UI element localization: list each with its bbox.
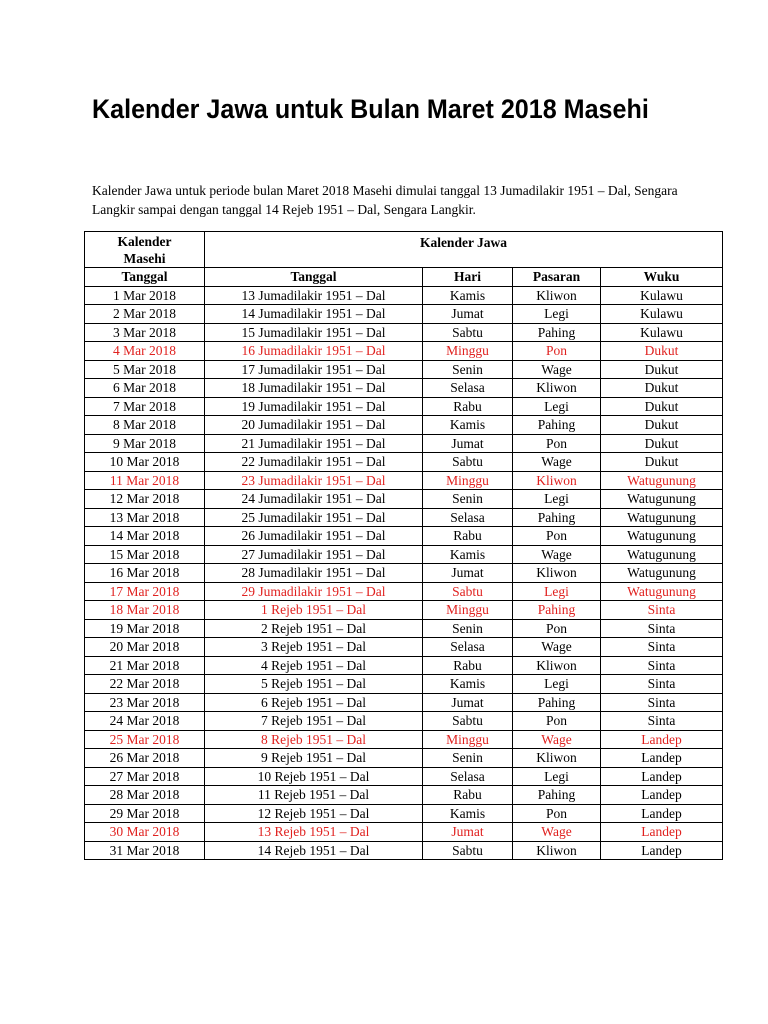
cell-tanggal-masehi: 5 Mar 2018 bbox=[85, 360, 205, 379]
cell-wuku: Watugunung bbox=[601, 527, 723, 546]
table-row bbox=[85, 804, 723, 823]
cell-hari: Selasa bbox=[423, 508, 513, 527]
cell-tanggal-jawa: 18 Jumadilakir 1951 – Dal bbox=[205, 379, 423, 398]
cell-tanggal-masehi: 17 Mar 2018 bbox=[85, 582, 205, 601]
cell-hari: Sabtu bbox=[423, 582, 513, 601]
cell-tanggal-jawa: 23 Jumadilakir 1951 – Dal bbox=[205, 471, 423, 490]
cell-wuku: Landep bbox=[601, 767, 723, 786]
table-header bbox=[85, 232, 723, 287]
cell-wuku: Sinta bbox=[601, 675, 723, 694]
table-row bbox=[85, 508, 723, 527]
cell-wuku: Kulawu bbox=[601, 305, 723, 324]
cell-tanggal-jawa: 5 Rejeb 1951 – Dal bbox=[205, 675, 423, 694]
cell-tanggal-jawa: 26 Jumadilakir 1951 – Dal bbox=[205, 527, 423, 546]
cell-tanggal-masehi: 14 Mar 2018 bbox=[85, 527, 205, 546]
cell-tanggal-masehi: 29 Mar 2018 bbox=[85, 804, 205, 823]
cell-pasaran: Pahing bbox=[513, 601, 601, 620]
cell-wuku: Kulawu bbox=[601, 286, 723, 305]
cell-hari: Jumat bbox=[423, 434, 513, 453]
cell-wuku: Landep bbox=[601, 749, 723, 768]
cell-wuku: Dukut bbox=[601, 453, 723, 472]
cell-tanggal-jawa: 11 Rejeb 1951 – Dal bbox=[205, 786, 423, 805]
table-row bbox=[85, 490, 723, 509]
cell-hari: Kamis bbox=[423, 416, 513, 435]
cell-pasaran: Pahing bbox=[513, 416, 601, 435]
cell-wuku: Watugunung bbox=[601, 545, 723, 564]
cell-pasaran: Kliwon bbox=[513, 286, 601, 305]
cell-pasaran: Pon bbox=[513, 619, 601, 638]
cell-tanggal-masehi: 19 Mar 2018 bbox=[85, 619, 205, 638]
cell-wuku: Landep bbox=[601, 730, 723, 749]
cell-tanggal-jawa: 9 Rejeb 1951 – Dal bbox=[205, 749, 423, 768]
cell-pasaran: Wage bbox=[513, 453, 601, 472]
cell-pasaran: Legi bbox=[513, 767, 601, 786]
cell-tanggal-masehi: 20 Mar 2018 bbox=[85, 638, 205, 657]
cell-pasaran: Legi bbox=[513, 582, 601, 601]
cell-wuku: Dukut bbox=[601, 434, 723, 453]
table-row bbox=[85, 582, 723, 601]
cell-tanggal-jawa: 14 Rejeb 1951 – Dal bbox=[205, 841, 423, 860]
cell-tanggal-masehi: 30 Mar 2018 bbox=[85, 823, 205, 842]
cell-wuku: Watugunung bbox=[601, 471, 723, 490]
cell-wuku: Watugunung bbox=[601, 582, 723, 601]
cell-tanggal-masehi: 1 Mar 2018 bbox=[85, 286, 205, 305]
table-row bbox=[85, 767, 723, 786]
cell-tanggal-masehi: 25 Mar 2018 bbox=[85, 730, 205, 749]
table-row bbox=[85, 823, 723, 842]
cell-tanggal-jawa: 27 Jumadilakir 1951 – Dal bbox=[205, 545, 423, 564]
cell-tanggal-masehi: 10 Mar 2018 bbox=[85, 453, 205, 472]
cell-tanggal-jawa: 4 Rejeb 1951 – Dal bbox=[205, 656, 423, 675]
cell-tanggal-jawa: 22 Jumadilakir 1951 – Dal bbox=[205, 453, 423, 472]
cell-tanggal-jawa: 25 Jumadilakir 1951 – Dal bbox=[205, 508, 423, 527]
cell-wuku: Sinta bbox=[601, 712, 723, 731]
cell-tanggal-jawa: 13 Jumadilakir 1951 – Dal bbox=[205, 286, 423, 305]
cell-tanggal-masehi: 27 Mar 2018 bbox=[85, 767, 205, 786]
cell-tanggal-jawa: 7 Rejeb 1951 – Dal bbox=[205, 712, 423, 731]
cell-pasaran: Pon bbox=[513, 527, 601, 546]
cell-hari: Jumat bbox=[423, 564, 513, 583]
table-row bbox=[85, 712, 723, 731]
header-wuku: Wuku bbox=[601, 268, 723, 287]
table-row bbox=[85, 527, 723, 546]
cell-tanggal-masehi: 28 Mar 2018 bbox=[85, 786, 205, 805]
intro-paragraph: Kalender Jawa untuk periode bulan Maret 2018 Masehi dimulai tanggal 13 Jumadilakir 1951 – Dal, Sengara Langkir sampai dengan tanggal 14 Rejeb 1951 – Dal, Sengara Langkir. bbox=[92, 183, 678, 217]
cell-hari: Selasa bbox=[423, 379, 513, 398]
cell-wuku: Landep bbox=[601, 804, 723, 823]
calendar-table bbox=[84, 231, 723, 860]
cell-wuku: Kulawu bbox=[601, 323, 723, 342]
cell-tanggal-jawa: 17 Jumadilakir 1951 – Dal bbox=[205, 360, 423, 379]
cell-tanggal-masehi: 2 Mar 2018 bbox=[85, 305, 205, 324]
cell-pasaran: Kliwon bbox=[513, 749, 601, 768]
header-pasaran: Pasaran bbox=[513, 268, 601, 287]
table-row bbox=[85, 434, 723, 453]
cell-hari: Jumat bbox=[423, 693, 513, 712]
cell-hari: Senin bbox=[423, 490, 513, 509]
cell-hari: Sabtu bbox=[423, 453, 513, 472]
cell-tanggal-masehi: 7 Mar 2018 bbox=[85, 397, 205, 416]
cell-tanggal-jawa: 21 Jumadilakir 1951 – Dal bbox=[205, 434, 423, 453]
cell-pasaran: Kliwon bbox=[513, 471, 601, 490]
cell-pasaran: Pon bbox=[513, 434, 601, 453]
cell-pasaran: Kliwon bbox=[513, 656, 601, 675]
table-row bbox=[85, 564, 723, 583]
table-row bbox=[85, 342, 723, 361]
cell-tanggal-masehi: 6 Mar 2018 bbox=[85, 379, 205, 398]
cell-pasaran: Wage bbox=[513, 638, 601, 657]
cell-pasaran: Pahing bbox=[513, 693, 601, 712]
header-kalender-masehi bbox=[85, 232, 205, 268]
cell-hari: Sabtu bbox=[423, 841, 513, 860]
cell-hari: Senin bbox=[423, 360, 513, 379]
table-row bbox=[85, 379, 723, 398]
table-body bbox=[85, 286, 723, 860]
cell-tanggal-masehi: 15 Mar 2018 bbox=[85, 545, 205, 564]
table-row bbox=[85, 545, 723, 564]
cell-tanggal-jawa: 3 Rejeb 1951 – Dal bbox=[205, 638, 423, 657]
table-row bbox=[85, 749, 723, 768]
table-row bbox=[85, 601, 723, 620]
cell-wuku: Sinta bbox=[601, 619, 723, 638]
cell-hari: Minggu bbox=[423, 471, 513, 490]
table-row bbox=[85, 286, 723, 305]
cell-hari: Minggu bbox=[423, 601, 513, 620]
cell-hari: Kamis bbox=[423, 804, 513, 823]
header-tanggal-masehi: Tanggal bbox=[85, 268, 205, 287]
cell-tanggal-masehi: 22 Mar 2018 bbox=[85, 675, 205, 694]
cell-tanggal-jawa: 28 Jumadilakir 1951 – Dal bbox=[205, 564, 423, 583]
cell-wuku: Watugunung bbox=[601, 508, 723, 527]
cell-wuku: Watugunung bbox=[601, 490, 723, 509]
cell-tanggal-masehi: 3 Mar 2018 bbox=[85, 323, 205, 342]
cell-tanggal-jawa: 13 Rejeb 1951 – Dal bbox=[205, 823, 423, 842]
cell-tanggal-jawa: 20 Jumadilakir 1951 – Dal bbox=[205, 416, 423, 435]
cell-pasaran: Wage bbox=[513, 730, 601, 749]
cell-pasaran: Pahing bbox=[513, 786, 601, 805]
cell-tanggal-masehi: 13 Mar 2018 bbox=[85, 508, 205, 527]
cell-tanggal-masehi: 4 Mar 2018 bbox=[85, 342, 205, 361]
header-tanggal-jawa: Tanggal bbox=[205, 268, 423, 287]
cell-hari: Senin bbox=[423, 749, 513, 768]
cell-hari: Sabtu bbox=[423, 712, 513, 731]
cell-tanggal-masehi: 31 Mar 2018 bbox=[85, 841, 205, 860]
table-row bbox=[85, 638, 723, 657]
cell-hari: Senin bbox=[423, 619, 513, 638]
cell-wuku: Sinta bbox=[601, 638, 723, 657]
cell-tanggal-jawa: 29 Jumadilakir 1951 – Dal bbox=[205, 582, 423, 601]
cell-tanggal-jawa: 10 Rejeb 1951 – Dal bbox=[205, 767, 423, 786]
cell-pasaran: Wage bbox=[513, 823, 601, 842]
cell-hari: Selasa bbox=[423, 638, 513, 657]
cell-wuku: Dukut bbox=[601, 397, 723, 416]
cell-hari: Kamis bbox=[423, 675, 513, 694]
cell-wuku: Sinta bbox=[601, 656, 723, 675]
cell-pasaran: Pahing bbox=[513, 508, 601, 527]
cell-tanggal-jawa: 19 Jumadilakir 1951 – Dal bbox=[205, 397, 423, 416]
cell-wuku: Landep bbox=[601, 786, 723, 805]
cell-hari: Minggu bbox=[423, 730, 513, 749]
cell-wuku: Landep bbox=[601, 841, 723, 860]
cell-hari: Sabtu bbox=[423, 323, 513, 342]
cell-tanggal-jawa: 8 Rejeb 1951 – Dal bbox=[205, 730, 423, 749]
cell-pasaran: Legi bbox=[513, 490, 601, 509]
cell-tanggal-masehi: 26 Mar 2018 bbox=[85, 749, 205, 768]
table-row bbox=[85, 619, 723, 638]
cell-hari: Rabu bbox=[423, 527, 513, 546]
cell-tanggal-masehi: 24 Mar 2018 bbox=[85, 712, 205, 731]
table-row bbox=[85, 305, 723, 324]
cell-tanggal-jawa: 24 Jumadilakir 1951 – Dal bbox=[205, 490, 423, 509]
cell-pasaran: Kliwon bbox=[513, 379, 601, 398]
cell-hari: Rabu bbox=[423, 656, 513, 675]
cell-pasaran: Wage bbox=[513, 545, 601, 564]
header-hari: Hari bbox=[423, 268, 513, 287]
cell-tanggal-jawa: 12 Rejeb 1951 – Dal bbox=[205, 804, 423, 823]
cell-tanggal-jawa: 6 Rejeb 1951 – Dal bbox=[205, 693, 423, 712]
cell-hari: Kamis bbox=[423, 286, 513, 305]
cell-tanggal-jawa: 15 Jumadilakir 1951 – Dal bbox=[205, 323, 423, 342]
cell-pasaran: Legi bbox=[513, 305, 601, 324]
cell-tanggal-jawa: 14 Jumadilakir 1951 – Dal bbox=[205, 305, 423, 324]
table-row bbox=[85, 416, 723, 435]
cell-wuku: Sinta bbox=[601, 693, 723, 712]
table-row bbox=[85, 656, 723, 675]
cell-wuku: Dukut bbox=[601, 416, 723, 435]
cell-hari: Selasa bbox=[423, 767, 513, 786]
table-row bbox=[85, 360, 723, 379]
cell-pasaran: Wage bbox=[513, 360, 601, 379]
cell-tanggal-masehi: 16 Mar 2018 bbox=[85, 564, 205, 583]
cell-tanggal-masehi: 9 Mar 2018 bbox=[85, 434, 205, 453]
cell-tanggal-jawa: 16 Jumadilakir 1951 – Dal bbox=[205, 342, 423, 361]
cell-hari: Jumat bbox=[423, 823, 513, 842]
header-kalender-jawa: Kalender Jawa bbox=[205, 232, 723, 268]
table-row bbox=[85, 453, 723, 472]
table-row bbox=[85, 693, 723, 712]
table-row bbox=[85, 675, 723, 694]
cell-tanggal-jawa: 2 Rejeb 1951 – Dal bbox=[205, 619, 423, 638]
cell-pasaran: Legi bbox=[513, 675, 601, 694]
cell-pasaran: Kliwon bbox=[513, 564, 601, 583]
cell-tanggal-jawa: 1 Rejeb 1951 – Dal bbox=[205, 601, 423, 620]
cell-pasaran: Kliwon bbox=[513, 841, 601, 860]
table-row bbox=[85, 471, 723, 490]
header-masehi-line2: Masehi bbox=[123, 250, 166, 266]
cell-pasaran: Pon bbox=[513, 804, 601, 823]
cell-tanggal-masehi: 18 Mar 2018 bbox=[85, 601, 205, 620]
cell-pasaran: Legi bbox=[513, 397, 601, 416]
cell-hari: Rabu bbox=[423, 786, 513, 805]
cell-wuku: Dukut bbox=[601, 360, 723, 379]
table-row bbox=[85, 841, 723, 860]
cell-wuku: Dukut bbox=[601, 379, 723, 398]
cell-tanggal-masehi: 23 Mar 2018 bbox=[85, 693, 205, 712]
cell-tanggal-masehi: 8 Mar 2018 bbox=[85, 416, 205, 435]
cell-tanggal-masehi: 21 Mar 2018 bbox=[85, 656, 205, 675]
cell-pasaran: Pon bbox=[513, 342, 601, 361]
cell-hari: Jumat bbox=[423, 305, 513, 324]
cell-wuku: Dukut bbox=[601, 342, 723, 361]
table-row bbox=[85, 323, 723, 342]
page-title: Kalender Jawa untuk Bulan Maret 2018 Masehi bbox=[92, 94, 649, 124]
cell-pasaran: Pahing bbox=[513, 323, 601, 342]
cell-wuku: Sinta bbox=[601, 601, 723, 620]
cell-hari: Minggu bbox=[423, 342, 513, 361]
cell-tanggal-masehi: 12 Mar 2018 bbox=[85, 490, 205, 509]
cell-tanggal-masehi: 11 Mar 2018 bbox=[85, 471, 205, 490]
cell-hari: Kamis bbox=[423, 545, 513, 564]
table-row bbox=[85, 397, 723, 416]
header-masehi-line1: Kalender bbox=[117, 233, 172, 249]
table-row bbox=[85, 730, 723, 749]
table-row bbox=[85, 786, 723, 805]
cell-pasaran: Pon bbox=[513, 712, 601, 731]
cell-hari: Rabu bbox=[423, 397, 513, 416]
cell-wuku: Watugunung bbox=[601, 564, 723, 583]
cell-wuku: Landep bbox=[601, 823, 723, 842]
